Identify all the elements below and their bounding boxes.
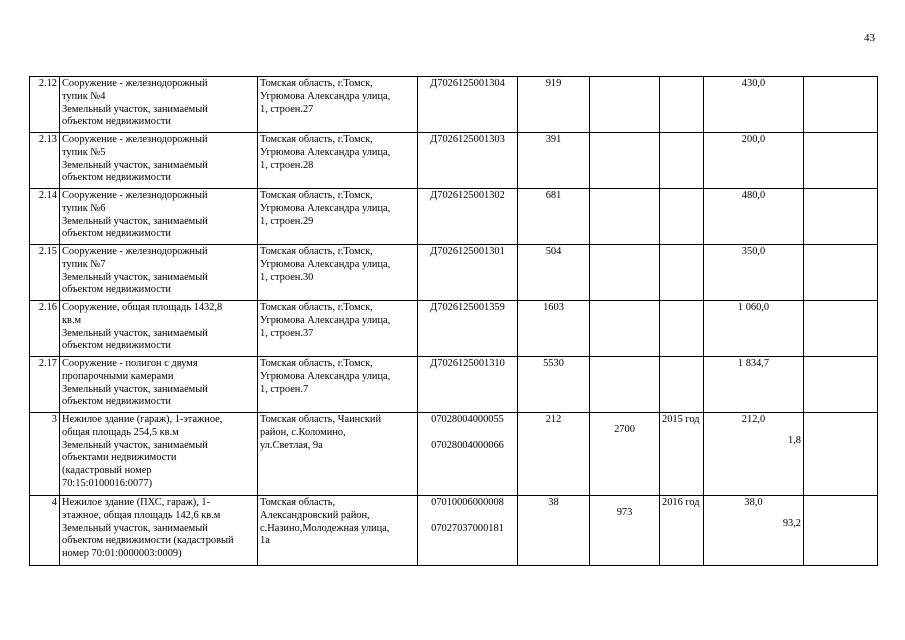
address-line: с.Назино,Молодежная улица, (260, 522, 390, 534)
area-cell: 212 (518, 413, 590, 496)
year-cell (660, 357, 704, 413)
description-line: Сооружение - полигон с двумя (62, 358, 198, 369)
description-line: объектом недвижимости (62, 284, 171, 296)
address-line: Угрюмова Александра улица, (260, 90, 391, 102)
cost-cell (704, 301, 804, 357)
description-cell (60, 357, 258, 413)
cost-value: 350,0 (741, 246, 766, 257)
description-line: Сооружение, общая площадь 1432,8 (62, 302, 223, 313)
notes-cell (804, 413, 878, 496)
cadastral-number: Д7026125001301 (430, 246, 505, 257)
description-line: Земельный участок, занимаемый (62, 215, 208, 227)
address-line: 1, строен.28 (260, 159, 314, 171)
land-area-cell (590, 133, 660, 189)
address-line: 1, строен.29 (260, 215, 314, 227)
cadastral-cell (418, 496, 518, 566)
description-line: общая площадь 254,5 кв.м (62, 426, 179, 438)
description-line: Земельный участок, занимаемый (62, 522, 208, 534)
year-cell (660, 189, 704, 245)
cadastral-number: 07028004000066 (431, 439, 504, 451)
land-area-value: 2700 (614, 424, 635, 435)
address-line: Угрюмова Александра улица, (260, 370, 391, 382)
year-cell (660, 301, 704, 357)
area-cell: 504 (518, 245, 590, 301)
area-cell: 1603 (518, 301, 590, 357)
description-cell (60, 77, 258, 133)
table-row (30, 357, 878, 413)
year-cell: 2015 год (660, 413, 704, 496)
description-line: Земельный участок, занимаемый (62, 439, 208, 451)
address-cell (258, 133, 418, 189)
cost-value: 1 060,0 (737, 302, 770, 313)
address-cell (258, 357, 418, 413)
address-line: 1, строен.27 (260, 103, 314, 115)
cost-cell (704, 357, 804, 413)
table-row (30, 133, 878, 189)
description-line: Сооружение - железнодорожный (62, 246, 208, 257)
year-cell: 2016 год (660, 496, 704, 566)
address-line: Томская область, Чаинский (260, 414, 382, 425)
table-row (30, 189, 878, 245)
cadastral-cell (418, 357, 518, 413)
table-row (30, 77, 878, 133)
land-area-cell (590, 301, 660, 357)
description-line: тупик №7 (62, 258, 106, 270)
year-cell (660, 245, 704, 301)
description-cell (60, 301, 258, 357)
notes-cell (804, 357, 878, 413)
description-line: объектом недвижимости (62, 340, 171, 352)
area-cell: 919 (518, 77, 590, 133)
cadastral-cell (418, 413, 518, 496)
description-line: объектом недвижимости (62, 228, 171, 240)
address-cell (258, 496, 418, 566)
cadastral-number: Д7026125001359 (430, 302, 505, 313)
land-cost-value: 1,8 (788, 434, 801, 446)
table-row (30, 301, 878, 357)
notes-cell (804, 133, 878, 189)
area-cell: 391 (518, 133, 590, 189)
cost-value: 212,0 (741, 414, 766, 425)
cost-cell (704, 413, 804, 496)
table-row (30, 245, 878, 301)
address-line: 1, строен.37 (260, 327, 314, 339)
description-line: Земельный участок, занимаемый (62, 383, 208, 395)
cadastral-cell (418, 133, 518, 189)
cadastral-number: Д7026125001304 (430, 78, 505, 89)
description-line: этажное, общая площадь 142,6 кв.м (62, 509, 221, 521)
description-line: Земельный участок, занимаемый (62, 327, 208, 339)
page-number: 43 (864, 32, 875, 44)
description-line: номер 70:01:0000003:0009) (62, 548, 182, 560)
table-row (30, 413, 878, 496)
notes-cell (804, 301, 878, 357)
address-line: 1, строен.7 (260, 383, 309, 395)
description-line: пропарочными камерами (62, 370, 174, 382)
address-line: Томская область, г.Томск, (260, 78, 373, 89)
cadastral-number: 07028004000055 (431, 414, 504, 425)
cost-cell (704, 496, 804, 566)
row-number-cell: 2.16 (30, 301, 60, 357)
row-number-cell: 2.17 (30, 357, 60, 413)
cost-cell (704, 133, 804, 189)
row-number-cell: 3 (30, 413, 60, 496)
description-line: Нежилое здание (гараж), 1-этажное, (62, 414, 223, 425)
row-number-cell: 4 (30, 496, 60, 566)
description-line: Сооружение - железнодорожный (62, 78, 208, 89)
description-cell (60, 133, 258, 189)
description-line: объектом недвижимости (кадастровый (62, 535, 234, 547)
cadastral-number: Д7026125001303 (430, 134, 505, 145)
land-area-cell (590, 77, 660, 133)
address-line: Томская область, г.Томск, (260, 302, 373, 313)
description-cell (60, 189, 258, 245)
description-cell (60, 413, 258, 496)
address-line: Томская область, г.Томск, (260, 358, 373, 369)
land-area-cell (590, 189, 660, 245)
address-cell (258, 301, 418, 357)
description-line: кв.м (62, 314, 82, 326)
land-cost-value: 93,2 (782, 517, 801, 529)
address-line: ул.Светлая, 9а (260, 439, 323, 451)
notes-cell (804, 189, 878, 245)
description-line: (кадастровый номер (62, 465, 152, 477)
cost-value: 38,0 (744, 497, 763, 508)
cadastral-cell (418, 77, 518, 133)
cost-value: 1 834,7 (737, 358, 770, 369)
year-cell (660, 133, 704, 189)
description-line: 70:15:0100016:0077) (62, 477, 153, 489)
address-line: Александровский район, (260, 509, 370, 521)
description-line: Сооружение - железнодорожный (62, 134, 208, 145)
address-line: Угрюмова Александра улица, (260, 314, 391, 326)
cadastral-number: 07010006000008 (431, 497, 504, 508)
cadastral-cell (418, 245, 518, 301)
address-cell (258, 77, 418, 133)
address-line: Угрюмова Александра улица, (260, 258, 391, 270)
description-line: объектом недвижимости (62, 396, 171, 408)
address-line: Угрюмова Александра улица, (260, 202, 391, 214)
address-cell (258, 245, 418, 301)
land-area-cell (590, 413, 660, 496)
description-cell (60, 496, 258, 566)
address-line: Томская область, (260, 497, 336, 508)
cadastral-number: Д7026125001310 (430, 358, 505, 369)
description-line: Земельный участок, занимаемый (62, 271, 208, 283)
description-line: Нежилое здание (ПХС, гараж), 1- (62, 497, 211, 508)
area-cell: 38 (518, 496, 590, 566)
description-line: Земельный участок, занимаемый (62, 159, 208, 171)
row-number-cell: 2.14 (30, 189, 60, 245)
cadastral-cell (418, 301, 518, 357)
description-line: объектом недвижимости (62, 172, 171, 184)
address-line: Угрюмова Александра улица, (260, 146, 391, 158)
cadastral-cell (418, 189, 518, 245)
description-line: объектами недвижимости (62, 452, 177, 464)
address-line: район, с.Коломино, (260, 426, 346, 438)
address-line: Томская область, г.Томск, (260, 246, 373, 257)
row-number-cell: 2.13 (30, 133, 60, 189)
row-number-cell: 2.12 (30, 77, 60, 133)
cost-cell (704, 77, 804, 133)
land-area-cell (590, 245, 660, 301)
cost-cell (704, 245, 804, 301)
table-row (30, 496, 878, 566)
description-cell (60, 245, 258, 301)
area-cell: 5530 (518, 357, 590, 413)
description-line: тупик №5 (62, 146, 106, 158)
cadastral-number: 07027037000181 (431, 522, 504, 534)
cost-value: 200,0 (741, 134, 766, 145)
year-cell (660, 77, 704, 133)
address-line: Томская область, г.Томск, (260, 190, 373, 201)
address-cell (258, 189, 418, 245)
area-cell: 681 (518, 189, 590, 245)
land-area-cell (590, 496, 660, 566)
row-number-cell: 2.15 (30, 245, 60, 301)
land-area-cell (590, 357, 660, 413)
address-cell (258, 413, 418, 496)
cost-cell (704, 189, 804, 245)
description-line: Земельный участок, занимаемый (62, 103, 208, 115)
notes-cell (804, 77, 878, 133)
cadastral-number: Д7026125001302 (430, 190, 505, 201)
description-line: объектом недвижимости (62, 116, 171, 128)
land-area-value: 973 (616, 507, 633, 518)
cost-value: 430,0 (741, 78, 766, 89)
description-line: тупик №6 (62, 202, 106, 214)
address-line: Томская область, г.Томск, (260, 134, 373, 145)
cost-value: 480,0 (741, 190, 766, 201)
notes-cell (804, 245, 878, 301)
description-line: тупик №4 (62, 90, 106, 102)
notes-cell (804, 496, 878, 566)
address-line: 1а (260, 535, 270, 547)
address-line: 1, строен.30 (260, 271, 314, 283)
property-registry-table (29, 76, 878, 566)
description-line: Сооружение - железнодорожный (62, 190, 208, 201)
